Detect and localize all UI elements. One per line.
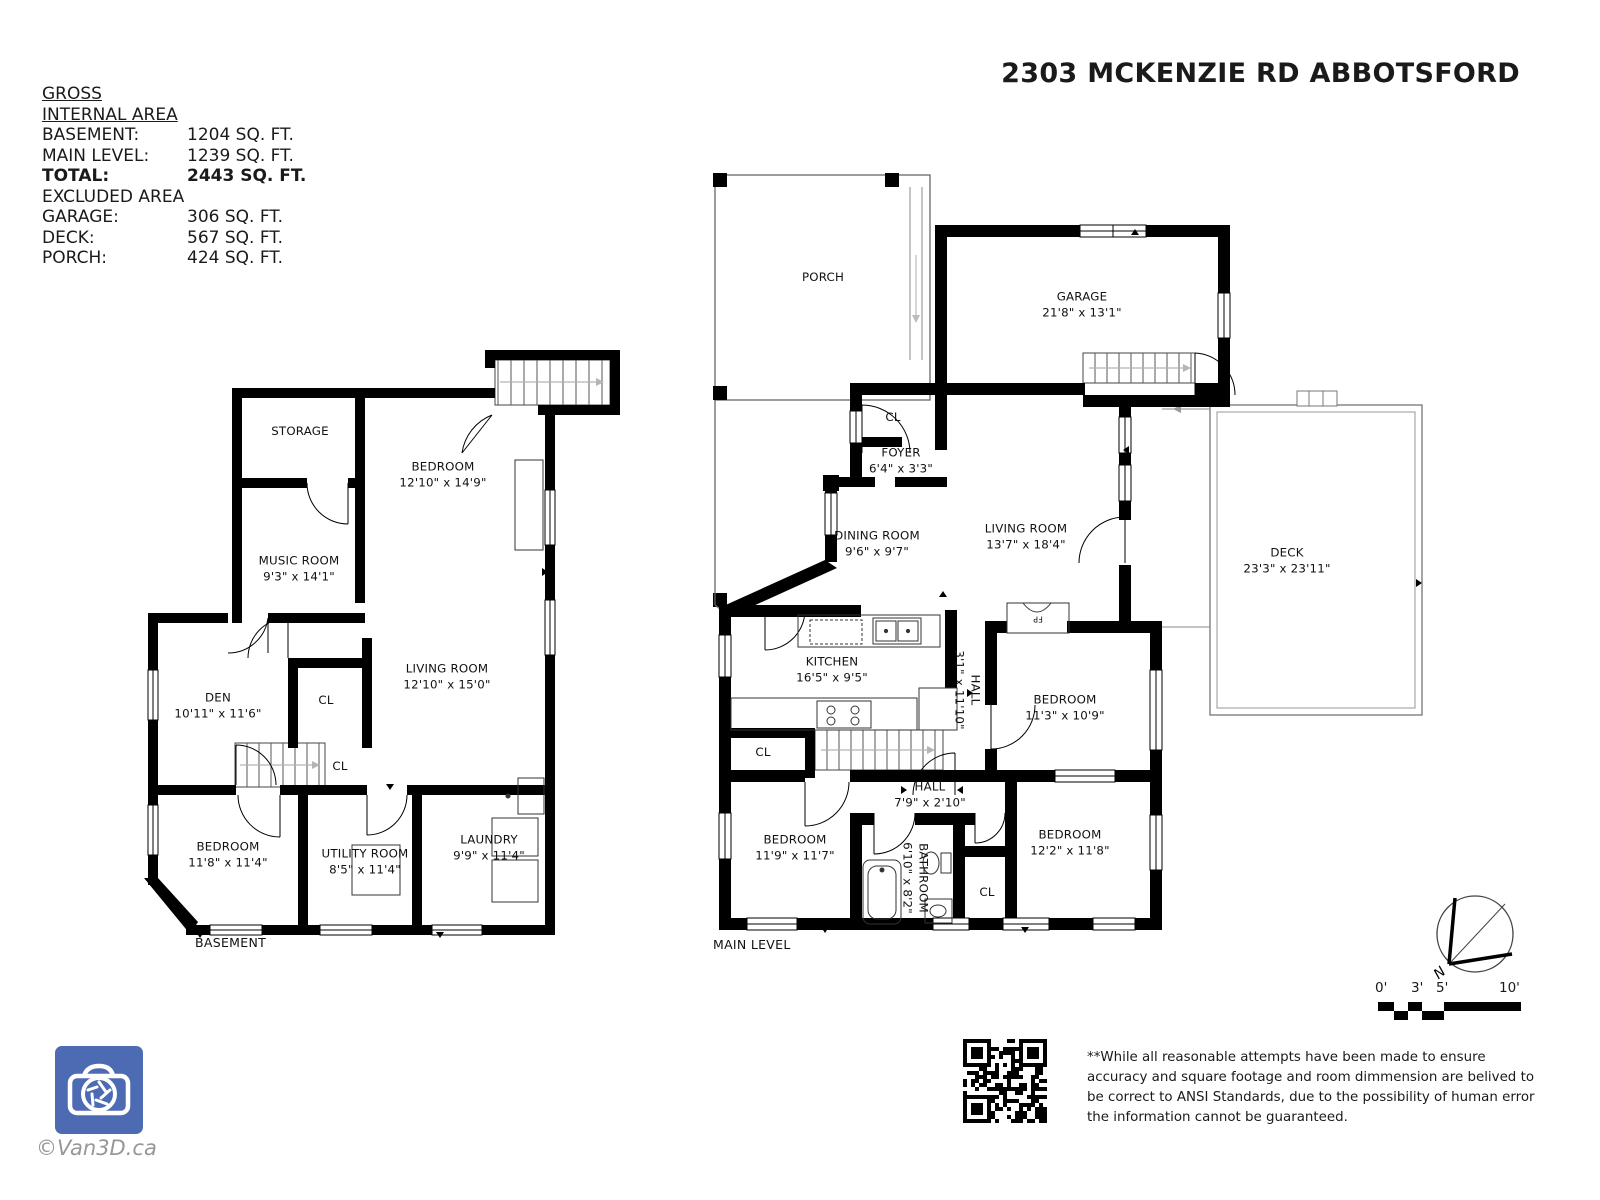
qr-code [958, 1034, 1052, 1128]
room-label-bedroom-122: BEDROOM 12'2" x 11'8" [1030, 827, 1110, 857]
room-label-closet-1: CL [318, 693, 334, 708]
area-summary-heading: GROSS INTERNAL AREA [42, 84, 178, 125]
scale-tick-10: 10' [1499, 980, 1520, 996]
room-label-bedroom-1: BEDROOM 12'10" x 14'9" [399, 459, 487, 489]
room-label-music-room: MUSIC ROOM 9'3" x 14'1" [258, 553, 340, 583]
camera-icon [55, 1046, 143, 1134]
fireplace-label: FP [1033, 614, 1043, 624]
room-label-deck: DECK 23'3" x 23'11" [1243, 545, 1331, 575]
scale-tick-0: 0' [1375, 980, 1388, 996]
room-label-foyer: FOYER 6'4" x 3'3" [868, 445, 934, 475]
room-label-kitchen: KITCHEN 16'5" x 9'5" [796, 654, 868, 684]
room-label-dining-room: DINING ROOM 9'6" x 9'7" [834, 528, 920, 558]
main-level-floor-plan [705, 165, 1437, 967]
room-label-hall-vertical: HALL 3'1" x 11'10" [953, 650, 983, 730]
room-label-hall: HALL 7'9" x 2'10" [894, 779, 966, 809]
room-label-bath-closet: CL [979, 885, 995, 900]
room-label-living-room: LIVING ROOM 13'7" x 18'4" [984, 521, 1068, 551]
room-label-bathroom: BATHROOM 6'10" x 8'2" [901, 842, 931, 914]
scale-tick-5: 5' [1436, 980, 1449, 996]
room-label-bedroom-2: BEDROOM 11'8" x 11'4" [188, 839, 268, 869]
main-level-caption: MAIN LEVEL [713, 937, 791, 952]
disclaimer-text: **While all reasonable attempts have been made to ensure accuracy and square footage and room dimmension are belived to be correct to ANSI Standards, due to the possibility of human error the information cannot be guaranteed. [1087, 1050, 1535, 1126]
area-row-porch: PORCH: 424 SQ. FT. [42, 248, 284, 268]
area-summary [42, 84, 306, 269]
area-row-garage: GARAGE: 306 SQ. FT. [42, 207, 284, 227]
area-row-total: TOTAL: 2443 SQ. FT. [42, 166, 307, 186]
room-label-porch: PORCH [801, 270, 845, 285]
basement-caption: BASEMENT [195, 935, 267, 950]
room-label-garage: GARAGE 21'8" x 13'1" [1042, 289, 1122, 319]
room-label-living-room: LIVING ROOM 12'10" x 15'0" [403, 661, 491, 691]
basement-floor-plan [140, 350, 630, 962]
compass-rose [1425, 890, 1521, 986]
scale-tick-3: 3' [1411, 980, 1424, 996]
compass-north-label: N [1430, 963, 1450, 983]
area-row-excluded: EXCLUDED AREA [42, 186, 185, 207]
room-label-bedroom-113: BEDROOM 11'3" x 10'9" [1025, 692, 1105, 722]
room-label-storage: STORAGE [271, 424, 329, 439]
room-label-utility-room: UTILITY ROOM 8'5" x 11'4" [321, 846, 409, 876]
room-label-laundry: LAUNDRY 9'9" x 11'4" [453, 832, 525, 862]
page-title: 2303 MCKENZIE RD ABBOTSFORD [1001, 58, 1520, 89]
area-row-basement: BASEMENT: 1204 SQ. FT. [42, 125, 294, 145]
room-label-kitchen-closet: CL [755, 745, 771, 760]
room-label-closet-2: CL [332, 759, 348, 774]
copyright-text: ©Van3D.ca [36, 1136, 157, 1160]
room-label-foyer-closet: CL [885, 410, 901, 425]
room-label-den: DEN 10'11" x 11'6" [174, 690, 262, 720]
room-label-bedroom-119: BEDROOM 11'9" x 11'7" [755, 832, 835, 862]
qr-code-image [958, 1034, 1052, 1128]
scale-bar [1375, 980, 1525, 1026]
van3d-logo [55, 1046, 165, 1138]
area-row-deck: DECK: 567 SQ. FT. [42, 227, 284, 248]
area-row-main-level: MAIN LEVEL: 1239 SQ. FT. [42, 145, 294, 166]
